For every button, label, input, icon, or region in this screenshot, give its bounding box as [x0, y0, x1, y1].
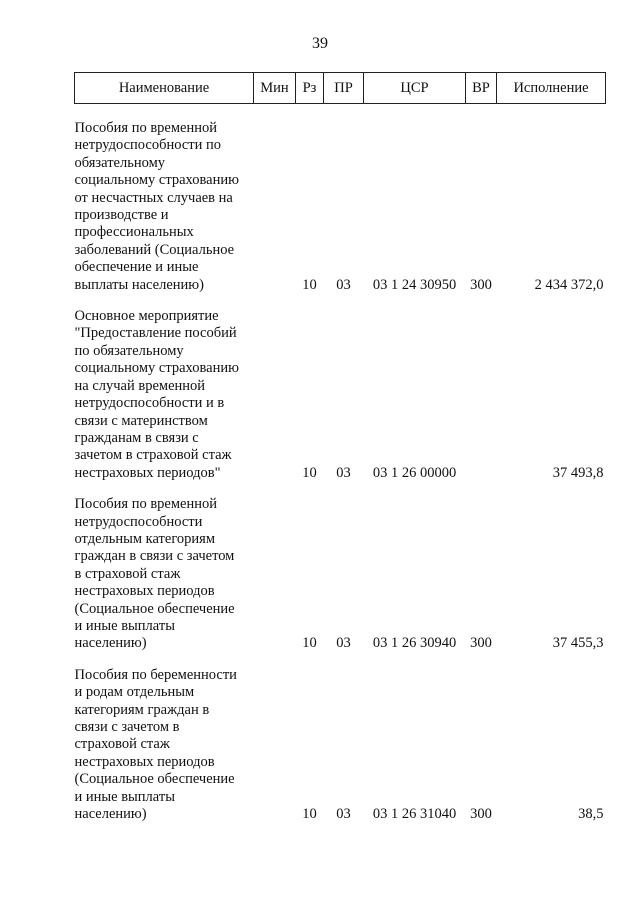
row-name	[75, 308, 254, 482]
row-vr: 300	[470, 635, 492, 652]
row-name-line: в страховой стаж	[74, 565, 181, 582]
row-name-line: социальному страхованию	[74, 172, 239, 189]
row-name-line: граждан в связи с зачетом	[74, 548, 235, 565]
row-csr: 03 1 26 30940	[372, 635, 457, 652]
header-ispolnenie: Исполнение	[497, 73, 606, 104]
row-name-line: социальному страхованию	[74, 360, 239, 377]
row-name-line: связи с материнством	[74, 412, 208, 429]
row-name-line: производстве и	[74, 207, 169, 224]
row-name-line: Пособия по временной	[74, 496, 218, 513]
row-rz: 10	[302, 464, 317, 481]
row-vr: 300	[470, 276, 492, 293]
row-name-line: (Социальное обеспечение	[74, 600, 235, 617]
row-ispolnenie: 2 434 372,0	[534, 276, 604, 293]
row-name-line: гражданам в связи с	[74, 429, 199, 446]
header-min: Мин	[254, 73, 296, 104]
row-name-line: профессиональных	[74, 224, 194, 241]
row-name-line: заболеваний (Социальное	[74, 241, 235, 258]
row-min	[254, 496, 296, 653]
header-pr: ПР	[324, 73, 364, 104]
row-name-line: Основное мероприятие	[74, 308, 219, 325]
row-name-line: нетрудоспособности и в	[74, 395, 225, 412]
row-name-line: "Предоставление пособий	[74, 325, 237, 342]
row-name-line: населению)	[74, 635, 147, 652]
row-name-line: связи с зачетом в	[74, 719, 180, 735]
row-csr: 03 1 26 31040	[372, 806, 457, 823]
page-number: 39	[312, 35, 328, 52]
row-min	[254, 308, 296, 482]
row-csr: 03 1 24 30950	[372, 276, 457, 293]
row-name-line: и иные выплаты	[74, 617, 175, 634]
table-row	[75, 308, 606, 482]
row-name-line: Пособия по беременности	[74, 666, 237, 683]
row-name	[75, 496, 254, 653]
row-name-line: нетрудоспособности по	[74, 137, 222, 154]
row-min	[254, 667, 296, 824]
row-pr: 03	[336, 635, 351, 652]
row-rz: 10	[302, 635, 317, 652]
row-name-line: (Социальное обеспечение	[74, 771, 235, 788]
row-ispolnenie: 37 455,3	[552, 635, 604, 652]
table-row	[75, 120, 606, 294]
row-name	[75, 120, 254, 294]
table-header	[75, 73, 606, 104]
row-name-line: нестраховых периодов	[74, 583, 215, 600]
row-vr	[466, 308, 497, 482]
row-pr: 03	[336, 276, 351, 293]
row-rz: 10	[302, 276, 317, 293]
table-row	[75, 496, 606, 653]
row-name-line: категориям граждан в	[74, 701, 210, 718]
row-rz: 10	[302, 806, 317, 823]
row-vr: 300	[470, 806, 492, 823]
row-min	[254, 120, 296, 294]
row-name-line: нетрудоспособности	[74, 513, 203, 530]
row-name-line: нестраховых периодов	[74, 753, 215, 770]
row-ispolnenie: 37 493,8	[552, 464, 604, 481]
row-ispolnenie: 38,5	[578, 806, 604, 823]
table-body	[75, 104, 606, 824]
row-name-line: обязательному	[74, 154, 166, 171]
row-name-line: от несчастных случаев на	[74, 189, 233, 206]
row-name-line: населению)	[74, 806, 147, 823]
header-rz: Рз	[296, 73, 324, 104]
row-name-line: отдельным категориям	[74, 530, 216, 547]
row-name-line: Пособия по временной	[74, 120, 218, 136]
row-name-line: и родам отдельным	[74, 684, 195, 701]
row-name-line: по обязательному	[74, 342, 184, 359]
row-name-line: страховой стаж	[74, 736, 170, 753]
header-csr: ЦСР	[364, 73, 466, 104]
header-name: Наименование	[75, 73, 254, 104]
table-row	[75, 667, 606, 824]
row-name-line: и иные выплаты	[74, 788, 175, 805]
row-name-line: зачетом в страховой стаж	[74, 447, 232, 464]
row-name	[75, 667, 254, 824]
budget-table	[74, 72, 606, 823]
row-pr: 03	[336, 806, 351, 823]
row-name-line: обеспечение и иные	[74, 259, 199, 276]
row-pr: 03	[336, 464, 351, 481]
row-csr: 03 1 26 00000	[372, 464, 457, 481]
row-name-line: нестраховых периодов"	[74, 464, 221, 481]
row-name-line: выплаты населению)	[74, 276, 204, 293]
header-vr: ВР	[466, 73, 497, 104]
row-name-line: на случай временной	[74, 377, 206, 394]
